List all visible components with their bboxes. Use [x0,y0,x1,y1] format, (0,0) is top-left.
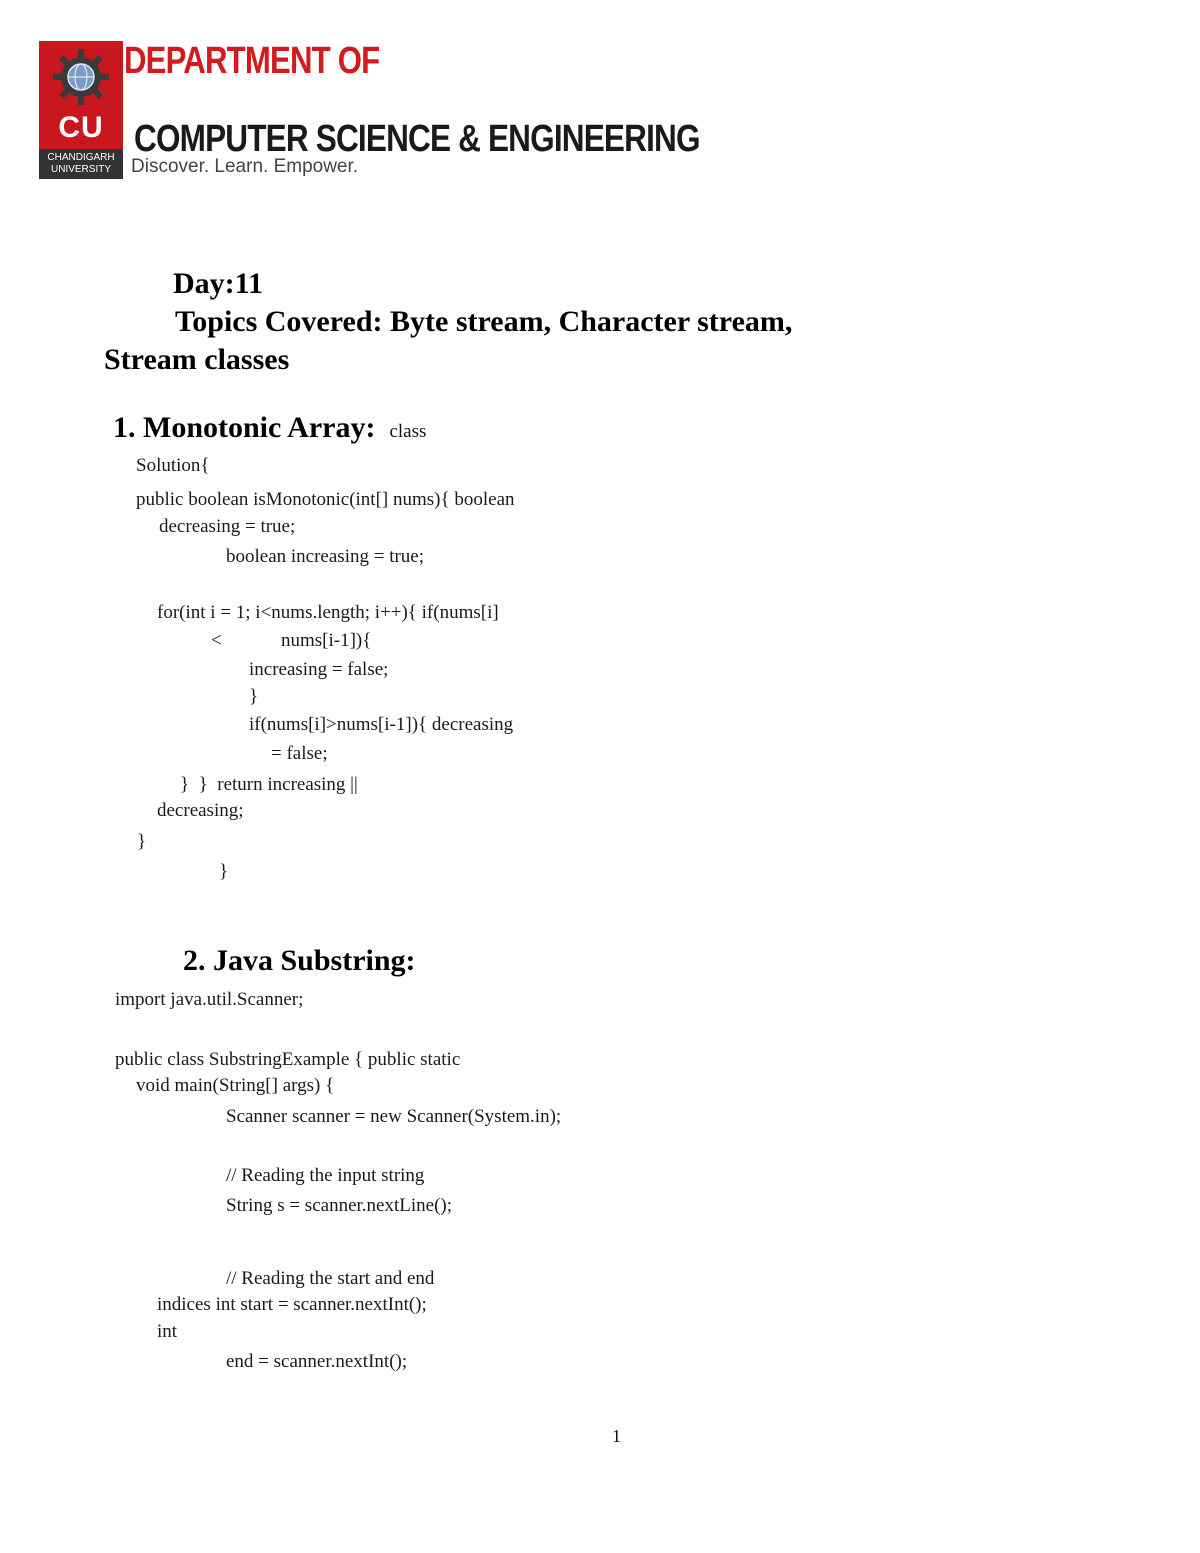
day-label: Day:11 [173,267,263,300]
code-line: } [137,831,147,852]
code-line: // Reading the input string [226,1165,425,1186]
code-line: nums[i-1]){ [281,630,372,651]
code-line: increasing = false; [249,659,389,680]
code-line: if(nums[i]>nums[i-1]){ decreasing [249,714,514,735]
code-line: } [219,861,229,882]
topics-line-1: Topics Covered: Byte stream, Character stream, [175,305,793,338]
section-1-heading-row [113,411,426,445]
department-title-line-1: DEPARTMENT OF [124,40,380,82]
code-line: end = scanner.nextInt(); [226,1351,408,1372]
code-line: boolean increasing = true; [226,546,425,567]
tagline: Discover. Learn. Empower. [131,156,359,177]
logo-university-name [39,149,123,179]
code-line: // Reading the start and end [226,1268,435,1289]
code-line: String s = scanner.nextLine(); [226,1195,452,1216]
page-number: 1 [612,1426,621,1446]
section-1-heading: 1. Monotonic Array: [113,411,376,444]
logo-name-line-2: UNIVERSITY [50,164,111,175]
code-line: indices int start = scanner.nextInt(); [157,1294,427,1315]
department-title-line-2: COMPUTER SCIENCE & ENGINEERING [134,118,700,160]
logo-name-line-1: CHANDIGARH [47,152,115,163]
gear-globe-icon [51,47,111,107]
code-line: } [249,686,259,707]
section-2-heading: 2. Java Substring: [183,944,416,977]
code-line: class [389,421,427,442]
code-line: Scanner scanner = new Scanner(System.in); [226,1106,562,1127]
code-line: int [157,1321,178,1342]
code-line: decreasing = true; [159,516,296,537]
code-line: = false; [271,743,328,764]
topics-line-2: Stream classes [104,343,290,376]
code-line: public boolean isMonotonic(int[] nums){ boolean [136,489,515,510]
university-logo [39,41,123,179]
code-line: public class SubstringExample { public static [115,1049,461,1070]
logo-letters: CU [58,111,104,144]
code-line: Solution{ [136,455,210,476]
code-line: decreasing; [157,800,244,821]
code-line: < [211,630,222,651]
code-line: for(int i = 1; i<nums.length; i++){ if(nums[i] [157,602,499,623]
code-line: void main(String[] args) { [136,1075,335,1096]
code-line: import java.util.Scanner; [115,989,304,1010]
code-line: } } return increasing || [180,774,358,795]
